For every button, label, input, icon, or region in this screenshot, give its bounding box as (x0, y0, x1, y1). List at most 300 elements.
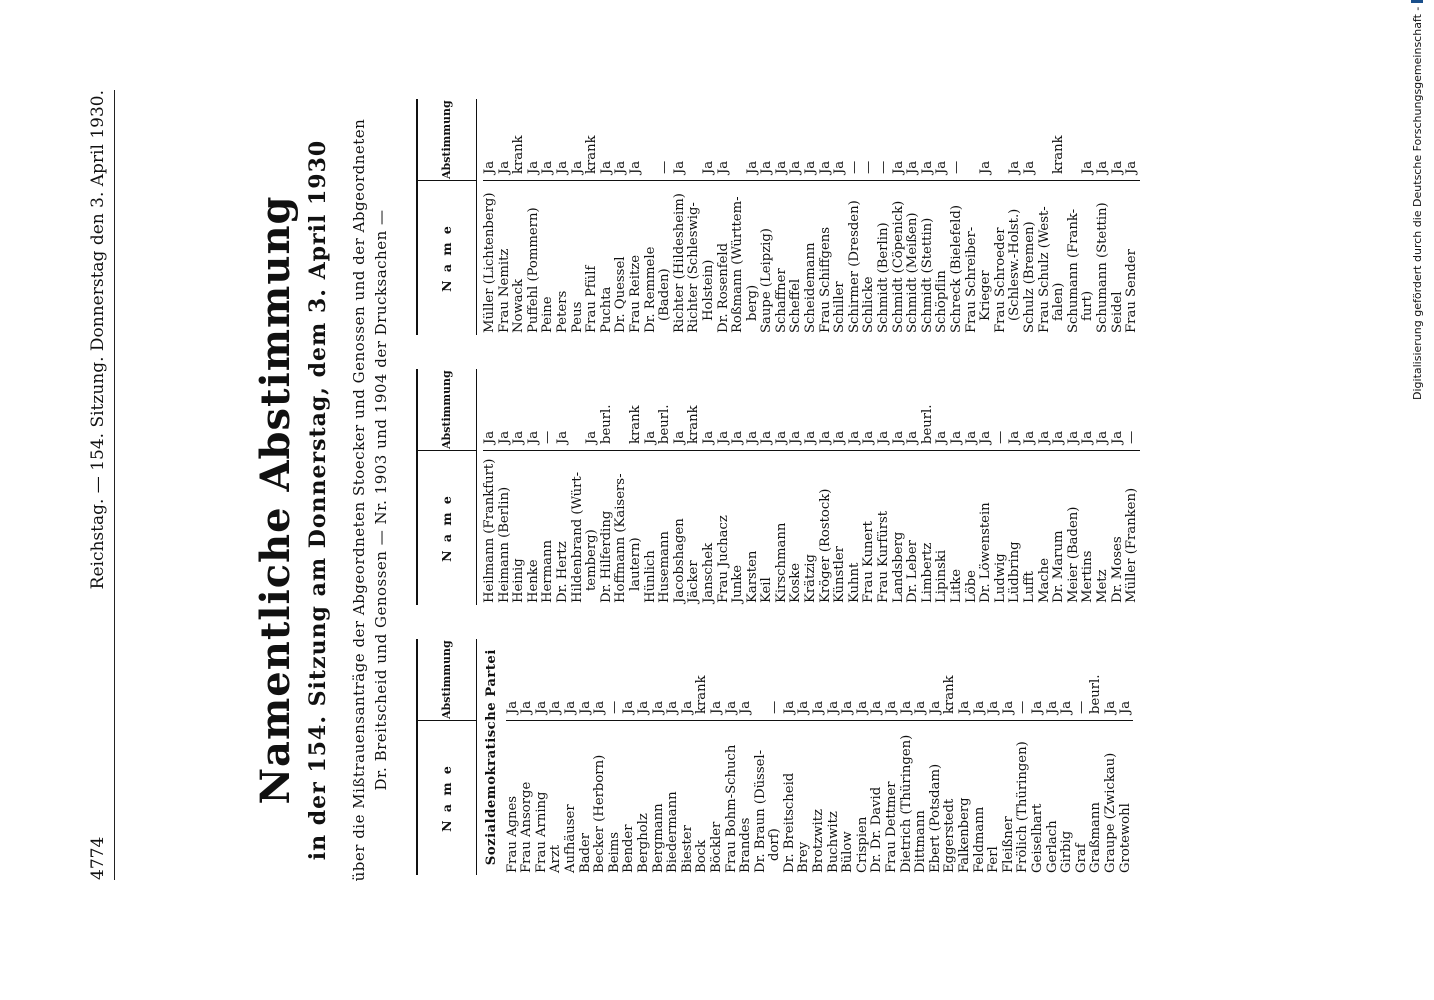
member-name: Nowack (511, 278, 527, 333)
table-row (520, 639, 535, 875)
member-name: Junke (730, 564, 746, 603)
vote-value: Ja (775, 99, 790, 180)
table-row (585, 99, 600, 335)
vote-value: Ja (681, 639, 696, 720)
vote-value: Ja (535, 639, 550, 720)
member-name: Richter (Schleswig- (686, 202, 702, 333)
running-header (88, 90, 115, 880)
name-column-header: N a m e (417, 451, 477, 606)
table-row (754, 639, 769, 875)
table-row (804, 99, 819, 335)
table-row (571, 99, 586, 335)
table-row (535, 639, 550, 875)
vote-value: Ja (1060, 639, 1075, 720)
member-name: Litke (949, 568, 964, 603)
table-row (608, 639, 623, 875)
table-row (1067, 369, 1082, 605)
vote-value: Ja (833, 99, 848, 180)
member-name: Grotewohl (1117, 803, 1133, 873)
table-row (498, 369, 513, 605)
member-name: Frau Arning (533, 791, 549, 873)
vote-value: Ja (1125, 99, 1140, 180)
vote-value: Ja (892, 99, 907, 180)
member-name: Beims (606, 832, 622, 873)
vote-value: Ja (1023, 99, 1038, 180)
table-row (1081, 369, 1096, 605)
vote-value: krank (1052, 99, 1067, 180)
vote-value: krank (629, 369, 644, 450)
member-name: Dietrich (Thüringen) (898, 734, 914, 873)
table-row (760, 99, 775, 335)
vote-value: Ja (622, 639, 637, 720)
member-name: Graßmann (1088, 802, 1104, 873)
member-name: Schulz (Bremen) (1021, 221, 1037, 333)
vote-value: Ja (789, 99, 804, 180)
vote-value: Ja (629, 99, 644, 180)
table-row (950, 369, 965, 605)
table-row (819, 99, 834, 335)
vote-value: Ja (885, 639, 900, 720)
vote-value (1038, 99, 1053, 180)
vote-value: — (541, 369, 556, 450)
vote-column-2 (416, 369, 1140, 605)
table-row (812, 639, 827, 875)
table-row (564, 639, 579, 875)
vote-value: Ja (775, 369, 790, 450)
vote-value: beurl. (921, 369, 936, 450)
vote-value: — (608, 639, 623, 720)
table-row (571, 369, 586, 605)
member-name: Schumann (Frank- (1065, 208, 1081, 333)
table-row (973, 639, 988, 875)
vote-value: beurl. (600, 369, 615, 450)
member-name: Keil (759, 577, 775, 603)
vote-value: Ja (914, 639, 929, 720)
vote-value: Ja (739, 639, 754, 720)
table-row (1060, 639, 1075, 875)
table-row (768, 639, 783, 875)
vote-value: Ja (556, 99, 571, 180)
table-row (1089, 639, 1104, 875)
vote-value: Ja (760, 99, 775, 180)
member-name: Brey (796, 841, 812, 873)
member-name: Kröger (Rostock) (817, 488, 833, 603)
vote-value: Ja (1111, 369, 1126, 450)
table-row (789, 99, 804, 335)
table-row (541, 369, 556, 605)
table-row (527, 369, 542, 605)
table-row (994, 99, 1009, 335)
table-row (687, 369, 702, 605)
table-row (979, 369, 994, 605)
vote-value: Ja (483, 369, 498, 450)
member-name: Husemann (657, 531, 673, 603)
vote-value (644, 99, 659, 180)
table-row (877, 99, 892, 335)
member-name: Dr. Moses (1109, 536, 1125, 603)
member-name: Hünlich (642, 550, 658, 603)
member-name: Janschek (700, 542, 716, 603)
member-name: Scheffel (788, 278, 804, 333)
vote-value: Ja (950, 369, 965, 450)
vote-value: Ja (819, 369, 834, 450)
member-name: Meier (Baden) (1065, 506, 1081, 603)
member-name: Frau Nemitz (496, 248, 512, 333)
vote-column-header: Abstimmung (417, 99, 477, 180)
vote-value: — (768, 639, 783, 720)
table-row (629, 99, 644, 335)
member-name: Heimann (Berlin) (496, 486, 512, 603)
table-row (731, 369, 746, 605)
table-row (965, 369, 980, 605)
vote-value: Ja (1008, 99, 1023, 180)
table-row (943, 639, 958, 875)
table-row (746, 369, 761, 605)
vote-value: Ja (797, 639, 812, 720)
vote-value: Ja (702, 369, 717, 450)
page-subtitle: in der 154. Sitzung am Donnerstag, dem 3. April 1930 (305, 139, 331, 861)
table-row (827, 639, 842, 875)
vote-value: — (658, 99, 673, 180)
table-row (994, 369, 1009, 605)
table-row (862, 99, 877, 335)
table-row (892, 369, 907, 605)
table-row (914, 639, 929, 875)
member-name: Schöpflin (934, 270, 950, 333)
member-name: lautern) (627, 537, 643, 591)
member-name: falen) (1051, 282, 1067, 321)
member-name: Henke (525, 559, 541, 603)
vote-value: Ja (973, 639, 988, 720)
vote-value: krank (943, 639, 958, 720)
vote-value: Ja (833, 369, 848, 450)
table-row (746, 99, 761, 335)
member-name: berg) (744, 284, 760, 321)
table-row (783, 639, 798, 875)
member-name: Frau Ansorge (519, 781, 535, 873)
vote-value: Ja (958, 639, 973, 720)
watermark (1406, 6, 1428, 990)
vote-value: Ja (900, 639, 915, 720)
member-name: Müller (Franken) (1124, 487, 1140, 603)
vote-value: Ja (1104, 639, 1119, 720)
member-name: Schmidt (Cöpenick) (890, 200, 906, 333)
member-name: Geiselhart (1029, 803, 1045, 873)
member-name: Bader (577, 832, 593, 873)
vote-value: krank (512, 99, 527, 180)
table-row (921, 369, 936, 605)
vote-value (731, 99, 746, 180)
table-row (673, 369, 688, 605)
member-name: Saupe (Leipzig) (759, 228, 775, 333)
vote-value: Ja (717, 99, 732, 180)
table-row (1125, 369, 1140, 605)
vote-value: Ja (717, 369, 732, 450)
vote-value: Ja (906, 99, 921, 180)
member-name: Schreck (Bielefeld) (949, 205, 964, 333)
table-row (929, 639, 944, 875)
vote-value (687, 99, 702, 180)
table-row (658, 369, 673, 605)
vote-value: Ja (929, 639, 944, 720)
table-row (1031, 639, 1046, 875)
member-name: Seidel (1109, 291, 1125, 333)
vote-value: — (994, 369, 1009, 450)
vote-value: — (877, 99, 892, 180)
member-name: Dittmann (913, 810, 929, 873)
table-row (695, 639, 710, 875)
table-row (1008, 369, 1023, 605)
table-row (950, 99, 965, 335)
vote-value: krank (695, 639, 710, 720)
member-name: Mache (1036, 557, 1052, 603)
table-row (637, 639, 652, 875)
vote-value: Ja (498, 99, 513, 180)
member-name: Dr. Braun (Düssel- (752, 749, 768, 873)
vote-value: Ja (702, 99, 717, 180)
vote-value: Ja (1096, 99, 1111, 180)
table-row (856, 639, 871, 875)
member-name: Frau Kurfürst (876, 510, 892, 603)
vote-value: Ja (483, 99, 498, 180)
vote-value: Ja (564, 639, 579, 720)
vote-column-header: Abstimmung (417, 639, 477, 720)
member-name: Dr. Hertz (554, 541, 570, 603)
vote-value: Ja (571, 99, 586, 180)
vote-value: Ja (935, 99, 950, 180)
vote-value: krank (585, 99, 600, 180)
vote-value: Ja (506, 639, 521, 720)
running-title: Reichstag. — 154. Sitzung. Donnerstag den 3. April 1930. (88, 90, 108, 590)
vote-value: Ja (760, 369, 775, 450)
vote-value: Ja (710, 639, 725, 720)
vote-value: Ja (498, 369, 513, 450)
member-name: Schlicke (861, 276, 877, 333)
member-name: Limbertz (919, 542, 935, 603)
table-row (717, 99, 732, 335)
table-row (1023, 369, 1038, 605)
vote-value: Ja (1008, 369, 1023, 450)
vote-value: Ja (673, 99, 688, 180)
member-name: Frau Juchacz (715, 515, 731, 603)
member-name: (Baden) (657, 268, 673, 321)
table-row (541, 99, 556, 335)
table-row (848, 99, 863, 335)
vote-tables (416, 85, 1306, 875)
table-row (687, 99, 702, 335)
member-name: Krätzig (803, 554, 819, 603)
dfg-logo (1411, 0, 1423, 3)
vote-value: Ja (666, 639, 681, 720)
table-row (658, 99, 673, 335)
table-row (870, 639, 885, 875)
description-line-2: Dr. Breitscheid und Genossen — Nr. 1903 und 1904 der Drucksachen — (372, 209, 390, 791)
table-row (921, 99, 936, 335)
member-name: Graupe (Zwickau) (1102, 752, 1118, 873)
member-name: Bergholz (635, 813, 651, 873)
vote-value: Ja (921, 99, 936, 180)
member-name: Bergmann (650, 803, 666, 873)
member-name: Roßmann (Württem- (730, 196, 746, 333)
vote-value: Ja (541, 99, 556, 180)
table-row (906, 99, 921, 335)
member-name: Jäcker (686, 560, 702, 603)
table-row (666, 639, 681, 875)
table-row (841, 639, 856, 875)
table-row (1016, 639, 1031, 875)
vote-value: Ja (789, 369, 804, 450)
table-row (1046, 639, 1061, 875)
member-name: Kuhnt (846, 562, 862, 603)
table-row (556, 369, 571, 605)
table-row (579, 639, 594, 875)
vote-value: Ja (746, 369, 761, 450)
member-name: Dr. Remmele (642, 246, 658, 333)
vote-value: Ja (827, 639, 842, 720)
member-name: Frau Sender (1124, 249, 1140, 333)
member-name: Frau Schroeder (992, 227, 1008, 333)
member-name: Landsberg (890, 531, 906, 603)
vote-value: Ja (1046, 639, 1061, 720)
member-name: Girbig (1059, 830, 1075, 873)
member-name: Brotzwitz (811, 809, 827, 873)
table-row (1119, 639, 1134, 875)
member-name: Heinig (511, 558, 527, 603)
description-line-1: über die Mißtrauensanträge der Abgeordneten Stoecker und Genossen und der Abgeordneten (350, 118, 368, 882)
member-name: Dr. Leber (905, 540, 921, 603)
member-name: Frau Schreiber- (963, 226, 979, 333)
table-row (506, 639, 521, 875)
member-name: Graf (1073, 843, 1089, 873)
member-name: Buchwitz (825, 811, 841, 873)
table-row (797, 639, 812, 875)
member-name: Hoffmann (Kaisers- (613, 473, 629, 603)
vote-value: Ja (783, 639, 798, 720)
table-row (483, 99, 498, 335)
vote-value: Ja (1111, 99, 1126, 180)
table-row (725, 639, 740, 875)
table-row (731, 99, 746, 335)
vote-value (614, 369, 629, 450)
table-row (848, 369, 863, 605)
table-row (965, 99, 980, 335)
table-row (593, 639, 608, 875)
vote-value: Ja (1067, 369, 1082, 450)
vote-value: Ja (1052, 369, 1067, 450)
member-name: Frau Pfülf (584, 265, 600, 333)
vote-value: Ja (935, 369, 950, 450)
table-row (892, 99, 907, 335)
table-row (862, 369, 877, 605)
member-name: Lüdbring (1007, 541, 1023, 603)
member-name: Jacobshagen (671, 518, 687, 603)
table-row (775, 369, 790, 605)
member-name: Puffehl (Pommern) (525, 207, 541, 333)
page-title: Namentliche Abstimmung (252, 195, 299, 805)
vote-value: Ja (841, 639, 856, 720)
member-name: Schumann (Stettin) (1094, 202, 1110, 333)
vote-value: Ja (593, 639, 608, 720)
member-name: Koske (788, 562, 804, 603)
table-row (614, 369, 629, 605)
member-name: Frau Agnes (504, 795, 520, 873)
vote-value: Ja (1002, 639, 1017, 720)
member-name: Holstein) (700, 259, 716, 321)
table-row (1002, 639, 1017, 875)
table-row (600, 369, 615, 605)
table-row (979, 99, 994, 335)
member-name: furt) (1080, 290, 1096, 321)
member-name: Fleißner (1000, 816, 1016, 873)
vote-value: Ja (965, 369, 980, 450)
table-row (710, 639, 725, 875)
vote-value: Ja (673, 369, 688, 450)
table-row (483, 369, 498, 605)
table-row (789, 369, 804, 605)
vote-value: Ja (877, 369, 892, 450)
table-row (1052, 99, 1067, 335)
table-row (673, 99, 688, 335)
member-name: Schmidt (Meißen) (905, 212, 921, 333)
vote-column-header: Abstimmung (417, 369, 477, 450)
member-name: Arzt (548, 844, 564, 873)
vote-value: Ja (644, 369, 659, 450)
table-row (702, 369, 717, 605)
member-name: Frölich (Thüringen) (1015, 741, 1031, 873)
table-row (885, 639, 900, 875)
member-name: Crispien (854, 816, 870, 873)
table-row (775, 99, 790, 335)
vote-value: Ja (892, 369, 907, 450)
vote-value (994, 99, 1009, 180)
vote-value: Ja (804, 369, 819, 450)
table-row (1096, 369, 1111, 605)
vote-value: Ja (819, 99, 834, 180)
table-row (935, 99, 950, 335)
vote-value: Ja (1096, 369, 1111, 450)
table-row (512, 369, 527, 605)
member-name: Kirschmann (773, 522, 789, 603)
vote-value: Ja (856, 639, 871, 720)
table-row (644, 99, 659, 335)
vote-value: Ja (1119, 639, 1134, 720)
member-name: Aufhäuser (562, 804, 578, 873)
member-name: Bülow (840, 831, 856, 873)
table-row (681, 639, 696, 875)
table-row (1125, 99, 1140, 335)
table-row (987, 639, 1002, 875)
vote-value: Ja (1081, 99, 1096, 180)
member-name: Dr. Marum (1051, 530, 1067, 603)
member-name: Krieger (978, 270, 994, 321)
table-row (833, 99, 848, 335)
member-name: Lipinski (934, 549, 950, 603)
member-name: Löbe (963, 570, 979, 603)
vote-value: Ja (637, 639, 652, 720)
member-name: Bock (694, 839, 710, 873)
name-column-header: N a m e (417, 181, 477, 336)
member-name: temberg) (584, 529, 600, 591)
member-name: Frau Bohm-Schuch (723, 744, 739, 873)
vote-value: Ja (600, 99, 615, 180)
member-name: Frau Schulz (West- (1036, 206, 1052, 333)
table-row (1052, 369, 1067, 605)
vote-value (1067, 99, 1082, 180)
member-name: Karsten (744, 550, 760, 603)
member-name: Ebert (Potsdam) (927, 763, 943, 873)
member-name: Hildenbrand (Würt- (569, 471, 585, 603)
table-row (1096, 99, 1111, 335)
